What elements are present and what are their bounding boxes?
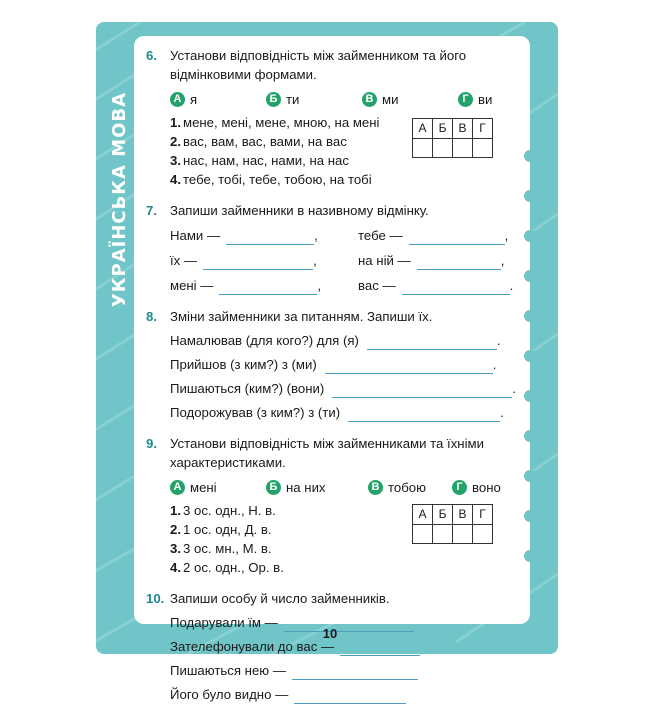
prompt-phrase: Зателефонували до вас — bbox=[170, 639, 335, 654]
option-word: мені bbox=[190, 480, 217, 495]
option-b bbox=[266, 478, 368, 497]
item-text: 3 ос. одн., Н. в. bbox=[183, 503, 276, 518]
task-number: 10. bbox=[146, 591, 165, 606]
option-word: тобою bbox=[388, 480, 427, 495]
option-letter: А bbox=[170, 480, 185, 495]
option-word: на них bbox=[286, 480, 326, 495]
task-instruction: Запиши особу й число займенників. bbox=[170, 591, 390, 606]
prompt-phrase: Його було видно — bbox=[170, 687, 289, 702]
grid-header: В bbox=[453, 119, 473, 139]
worksheet-content bbox=[146, 46, 526, 716]
prompt-phrase: Подарували їм — bbox=[170, 615, 278, 630]
fill-row bbox=[170, 661, 526, 680]
answer-blank[interactable] bbox=[203, 257, 313, 270]
grid-header: Б bbox=[433, 505, 453, 525]
answer-blank[interactable] bbox=[332, 385, 512, 398]
task-number: 7. bbox=[146, 203, 157, 218]
answer-cell[interactable] bbox=[413, 139, 433, 158]
prompt-phrase: Пишаються (ким?) (вони) bbox=[170, 381, 325, 396]
task-10 bbox=[146, 589, 526, 704]
task-number: 8. bbox=[146, 309, 157, 324]
prompt-phrase: Подорожував (з ким?) з (ти) bbox=[170, 405, 341, 420]
option-d bbox=[452, 478, 501, 497]
item-number: 1. bbox=[170, 115, 181, 130]
item-text: 1 ос. одн, Д. в. bbox=[183, 522, 272, 537]
option-d bbox=[458, 90, 492, 109]
option-word: ти bbox=[286, 92, 300, 107]
fill-row: Подорожував (з ким?) з (ти) . bbox=[170, 405, 504, 420]
task-instruction: Установи відповідність між займенником та його відмінковими формами. bbox=[170, 48, 467, 82]
task-number: 6. bbox=[146, 48, 157, 63]
answer-options bbox=[170, 90, 526, 109]
prompt-word: на ній — bbox=[358, 253, 411, 268]
item-text: нас, нам, нас, нами, на нас bbox=[183, 153, 349, 168]
prompt-word: вас — bbox=[358, 278, 396, 293]
task-8 bbox=[146, 307, 526, 422]
item-number: 3. bbox=[170, 153, 181, 168]
option-a bbox=[170, 90, 266, 109]
answer-blank[interactable] bbox=[348, 409, 500, 422]
list-item bbox=[170, 558, 526, 577]
option-letter: Г bbox=[452, 480, 467, 495]
answer-cell[interactable] bbox=[473, 525, 493, 544]
item-text: вас, вам, вас, вами, на вас bbox=[183, 134, 347, 149]
fill-row: Нами — , тебе — , bbox=[170, 228, 509, 243]
answer-blank[interactable] bbox=[292, 667, 418, 680]
prompt-word: Нами — bbox=[170, 228, 221, 243]
grid-header: Г bbox=[473, 505, 493, 525]
grid-header: А bbox=[413, 119, 433, 139]
item-text: тебе, тобі, тебе, тобою, на тобі bbox=[183, 172, 372, 187]
fill-row: мені — , вас — . bbox=[170, 278, 514, 293]
prompt-phrase: Намалював (для кого?) для (я) bbox=[170, 333, 359, 348]
task-instruction: Запиши займенники в називному відмінку. bbox=[170, 203, 429, 218]
fill-row bbox=[170, 685, 526, 704]
prompt-word: тебе — bbox=[358, 228, 403, 243]
subject-side-label-text: УКРАЇНСЬКА МОВА bbox=[109, 91, 131, 307]
fill-row: їх — , на ній — , bbox=[170, 253, 505, 268]
option-a bbox=[170, 478, 266, 497]
answer-blank[interactable] bbox=[367, 337, 497, 350]
item-number: 2. bbox=[170, 522, 181, 537]
fill-row: Намалював (для кого?) для (я) . bbox=[170, 333, 501, 348]
option-word: воно bbox=[472, 480, 501, 495]
grid-header: В bbox=[453, 505, 473, 525]
fill-row: Пишаються (ким?) (вони) . bbox=[170, 381, 516, 396]
option-c bbox=[368, 478, 452, 497]
answer-cell[interactable] bbox=[433, 525, 453, 544]
task-instruction: Зміни займенники за питанням. Запиши їх. bbox=[170, 309, 433, 324]
answer-grid bbox=[412, 118, 493, 158]
subject-side-label bbox=[106, 91, 134, 307]
fill-row: Прийшов (з ким?) з (ми) . bbox=[170, 357, 497, 372]
option-letter: В bbox=[362, 92, 377, 107]
answer-options bbox=[170, 478, 526, 497]
item-text: мене, мені, мене, мною, на мені bbox=[183, 115, 380, 130]
option-letter: В bbox=[368, 480, 383, 495]
task-6 bbox=[146, 46, 526, 189]
answer-blank[interactable] bbox=[294, 691, 406, 704]
option-b bbox=[266, 90, 362, 109]
answer-blank[interactable] bbox=[219, 282, 317, 295]
answer-blank[interactable] bbox=[325, 361, 493, 374]
grid-header: Б bbox=[433, 119, 453, 139]
option-word: я bbox=[190, 92, 198, 107]
option-letter: Г bbox=[458, 92, 473, 107]
grid-header: Г bbox=[473, 119, 493, 139]
answer-grid bbox=[412, 504, 493, 544]
answer-cell[interactable] bbox=[473, 139, 493, 158]
item-number: 4. bbox=[170, 172, 181, 187]
item-number: 1. bbox=[170, 503, 181, 518]
prompt-phrase: Пишаються нею — bbox=[170, 663, 287, 678]
task-7 bbox=[146, 201, 526, 295]
task-number: 9. bbox=[146, 436, 157, 451]
option-letter: Б bbox=[266, 92, 281, 107]
item-text: 2 ос. одн., Ор. в. bbox=[183, 560, 284, 575]
item-number: 3. bbox=[170, 541, 181, 556]
grid-header: А bbox=[413, 505, 433, 525]
answer-blank[interactable] bbox=[417, 257, 501, 270]
option-c bbox=[362, 90, 458, 109]
prompt-word: мені — bbox=[170, 278, 214, 293]
answer-cell[interactable] bbox=[433, 139, 453, 158]
option-letter: Б bbox=[266, 480, 281, 495]
answer-cell[interactable] bbox=[453, 525, 473, 544]
item-text: 3 ос. мн., М. в. bbox=[183, 541, 272, 556]
answer-cell[interactable] bbox=[413, 525, 433, 544]
list-item bbox=[170, 170, 526, 189]
page-number: 10 bbox=[322, 626, 338, 641]
prompt-word: їх — bbox=[170, 253, 198, 268]
task-instruction: Установи відповідність між займенниками та їхніми характеристиками. bbox=[170, 436, 484, 470]
option-letter: А bbox=[170, 92, 185, 107]
item-number: 4. bbox=[170, 560, 181, 575]
option-word: ми bbox=[382, 92, 399, 107]
option-word: ви bbox=[478, 92, 493, 107]
answer-cell[interactable] bbox=[453, 139, 473, 158]
task-9 bbox=[146, 434, 526, 577]
answer-blank[interactable] bbox=[226, 232, 314, 245]
item-number: 2. bbox=[170, 134, 181, 149]
answer-blank[interactable] bbox=[402, 282, 510, 295]
prompt-phrase: Прийшов (з ким?) з (ми) bbox=[170, 357, 317, 372]
answer-blank[interactable] bbox=[409, 232, 505, 245]
